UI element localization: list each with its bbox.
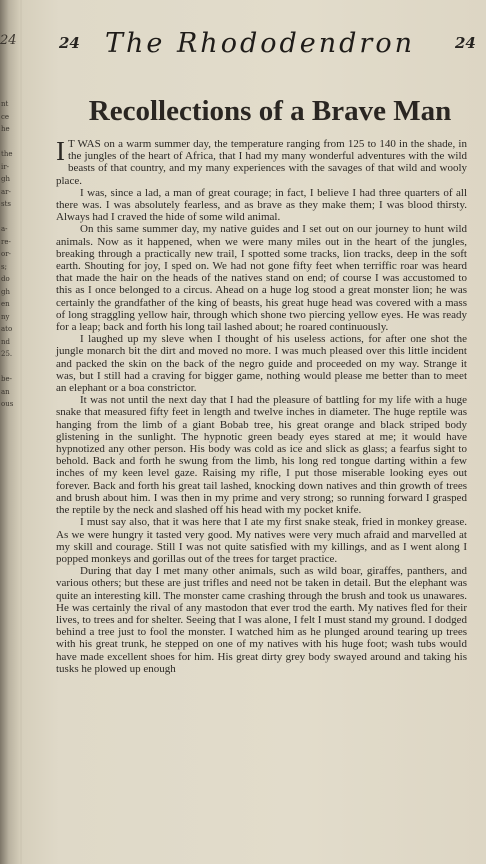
page-number-left: 24	[59, 34, 80, 52]
drop-cap: I	[56, 136, 65, 166]
previous-page-fragment: ar-	[1, 187, 11, 196]
previous-page-fragment: sts	[1, 200, 11, 208]
previous-page-fragment: gh	[1, 175, 10, 183]
paragraph-1	[56, 138, 467, 187]
previous-page-fragment: do	[1, 275, 10, 283]
paragraph-5: It was not until the next day that I had the pleasure of battling for my life with a huge snake that measured fifty feet in length and twelve inches in diameter. The huge reptile was hanging from the limb of a giant Bobab tree, his great orange and black striped body glistening in the sunlight. The hypnotic green beady eyes stared at me; it would have hypnotized any other person. His body was cold as ice and slick as glass; a fearfus sight to behold. Back and forth he swung from the limb, his long red tongue darting within a few inches of my keen level gaze. Raising my rifle, I put those miserable looking eyes out forever. Back and forth his great tail lashed, knocking down natives and thin growth of trees and brush about him. I was then in my prime and very strong; so running forward I grasped the reptile by the neck and slashed off his head with my pocket knife.	[56, 394, 467, 517]
previous-page-fragment: or-	[1, 250, 11, 258]
article-title: Recollections of a Brave Man	[88, 95, 452, 127]
previous-page-fragment: gh	[1, 287, 10, 296]
previous-page-fragment: be-	[1, 375, 12, 383]
paragraph-2: I was, since a lad, a man of great courage; in fact, I believe I had three quarters of all there was. I was absolutely fearless, and as brave as they make them; I was blood thirsty. Always had I craved the hide of some wild animal.	[56, 186, 467, 224]
publication-title: The Rhododendron	[105, 28, 415, 59]
paragraph-3: On this same summer day, my native guides and I set out on our journey to hunt wild animals. Now as it happened, when we were many miles out in the heart of the jungles, breaking through a practically new trail, I spotted some tracks, lion tracks, deep in the soft earth. Shouting for joy, I sped on. We had not gone fifty feet when terriffic roar was heard that made the hair on the heads of the natives stand on end; of course I was accustomed to this as I once belonged to a circus. Ahead on a huge log stood a great monster lion; he was certainly the grandfather of the king of beasts, his great huge head was covered with a mass of long straggling yellow hair, through which shone two piercing yellow eyes. He was ready for a leap; back and forth his long tail lashed about; he roared continuously.	[56, 223, 467, 334]
previous-page-number: 24	[0, 33, 17, 48]
previous-page-fragment: a-	[1, 225, 8, 233]
previous-page-fragment: ous	[1, 400, 14, 408]
paragraph-4: I laughed up my sleve when I thought of his useless actions, for after one shot the jungle monarch bit the dirt and moved no more. I was much pleased over this little incident and packed the skin on the back of the negro guide and proceeded on my way. Strange it was, but I still had a craving for bigger game, nothing would please me better than to meet an elephant or a boa constrictor.	[56, 333, 467, 395]
paragraph-6: I must say also, that it was here that I ate my first snake steak, fried in monkey grease. As we were hungry it tasted very good. My natives were very much afraid and marvelled at my skill and courage. Still I was not quite satisfied with my killings, and as I went along I popped monkeys and gorillas out of the trees for target practice.	[56, 516, 467, 565]
previous-page-fragment: re-	[1, 237, 11, 246]
article-body	[56, 138, 467, 858]
previous-page-fragment: s;	[1, 262, 7, 271]
previous-page-fragment: nd	[1, 337, 10, 346]
paragraph-1-text: T WAS on a warm summer day, the temperature ranging from 125 to 140 in the shade, in the jungles of the heart of Africa, that I had my many wonderful adventures with the wild beasts of that country, and my many experiences with the savages of that wild and wooly place.	[56, 138, 467, 187]
previous-page-fragment: he	[1, 125, 10, 133]
previous-page-edge	[0, 0, 20, 864]
paragraph-7: During that day I met many other animals, such as wild boar, giraffes, panthers, and various others; but these are just trifles and need not be taken in detail. But the elephant was quite an interesting kill. The monster came crashing through the brush and took us unawares. He was certainly the rival of any mastodon that ever trod the earth. My natives fled for their lives, to trees and for shelter. Seeing that I was alone, I felt I must stand my ground. I dodged behind a tree just to fool the monster. I watched him as he plunged around tearing up trees with his great trunk, he stepped on one of my natives with his huge foot; wash tubs would have made excellent shoes for him. His great dirty grey body swayed around and taking his tusks he plowed up enough	[56, 565, 467, 675]
running-head	[35, 28, 475, 62]
previous-page-fragment: 25.	[1, 350, 13, 358]
previous-page-fragment: an	[1, 387, 10, 396]
previous-page-fragment: nt	[1, 100, 9, 108]
previous-page-fragment: ny	[1, 312, 10, 321]
previous-page-fragment: en	[1, 300, 10, 308]
previous-page-fragment: the	[1, 150, 13, 158]
previous-page-fragment: ir-	[1, 162, 9, 171]
previous-page-fragment: ce	[1, 112, 10, 121]
previous-page-fragment: ato	[1, 325, 13, 333]
page-number-right: 24	[455, 34, 476, 52]
